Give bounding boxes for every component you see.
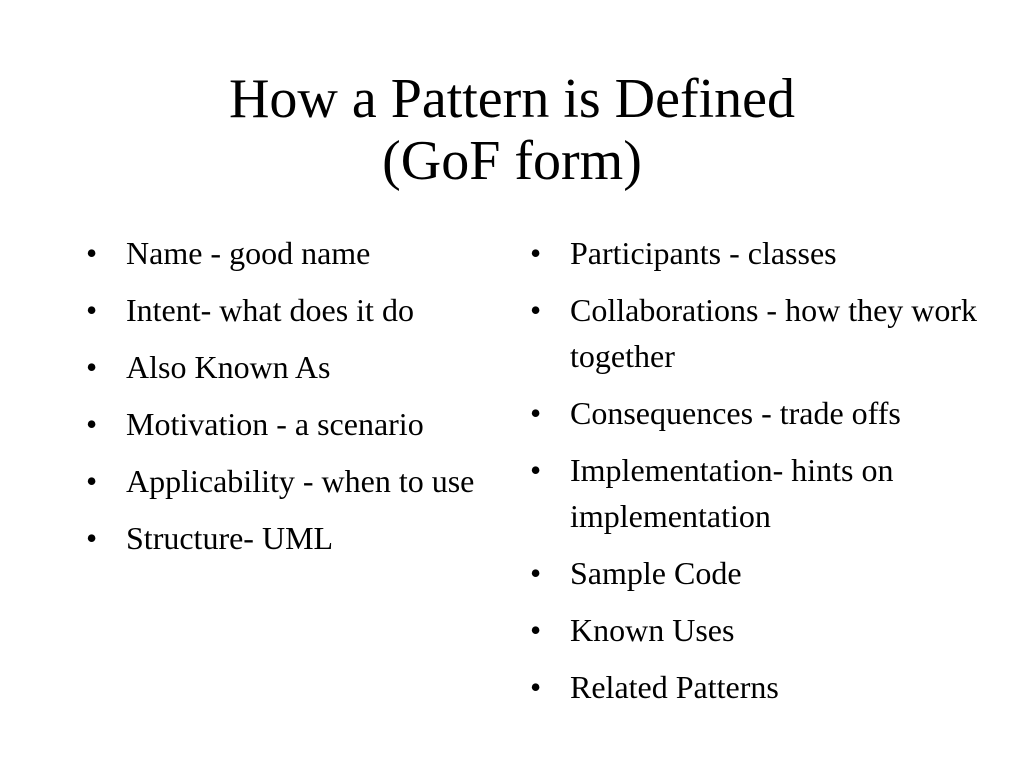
bullet-icon: •	[530, 612, 542, 648]
bullet-item-intent	[86, 287, 506, 333]
right-bullet-list	[530, 230, 1000, 721]
bullet-icon: •	[86, 349, 98, 385]
bullet-icon: •	[530, 555, 542, 591]
bullet-icon: •	[530, 395, 542, 431]
bullet-item-participants	[530, 230, 1000, 276]
bullet-text: Implementation- hints on implementation	[570, 452, 894, 534]
bullet-text: Intent- what does it do	[126, 292, 414, 328]
bullet-text: Name - good name	[126, 235, 371, 271]
bullet-item-consequences	[530, 390, 1000, 436]
bullet-text: Known Uses	[570, 612, 735, 648]
bullet-icon: •	[86, 463, 98, 499]
bullet-text: Participants - classes	[570, 235, 837, 271]
bullet-item-applicability	[86, 458, 506, 504]
bullet-icon: •	[86, 406, 98, 442]
bullet-icon: •	[86, 235, 98, 271]
bullet-icon: •	[530, 292, 542, 328]
bullet-item-related-patterns	[530, 664, 1000, 710]
bullet-icon: •	[530, 669, 542, 705]
bullet-icon: •	[530, 452, 542, 488]
slide-title-line-1: How a Pattern is Defined	[228, 68, 796, 130]
bullet-icon: •	[530, 235, 542, 271]
bullet-item-collaborations	[530, 287, 1000, 379]
slide-title	[0, 68, 1024, 192]
bullet-text: Applicability - when to use	[126, 463, 475, 499]
bullet-text: Collaborations - how they work together	[570, 292, 978, 374]
bullet-item-also-known-as	[86, 344, 506, 390]
bullet-icon: •	[86, 520, 98, 556]
bullet-item-implementation	[530, 447, 1000, 539]
bullet-text: Structure- UML	[126, 520, 334, 556]
bullet-item-motivation	[86, 401, 506, 447]
bullet-text: Sample Code	[570, 555, 742, 591]
bullet-text: Consequences - trade offs	[570, 395, 901, 431]
bullet-item-known-uses	[530, 607, 1000, 653]
bullet-item-name	[86, 230, 506, 276]
bullet-item-structure	[86, 515, 506, 561]
bullet-item-sample-code	[530, 550, 1000, 596]
bullet-icon: •	[86, 292, 98, 328]
bullet-text: Related Patterns	[570, 669, 779, 705]
bullet-text: Motivation - a scenario	[126, 406, 424, 442]
slide-title-line-2: (GoF form)	[382, 130, 642, 192]
bullet-text: Also Known As	[126, 349, 331, 385]
left-bullet-list	[86, 230, 506, 572]
